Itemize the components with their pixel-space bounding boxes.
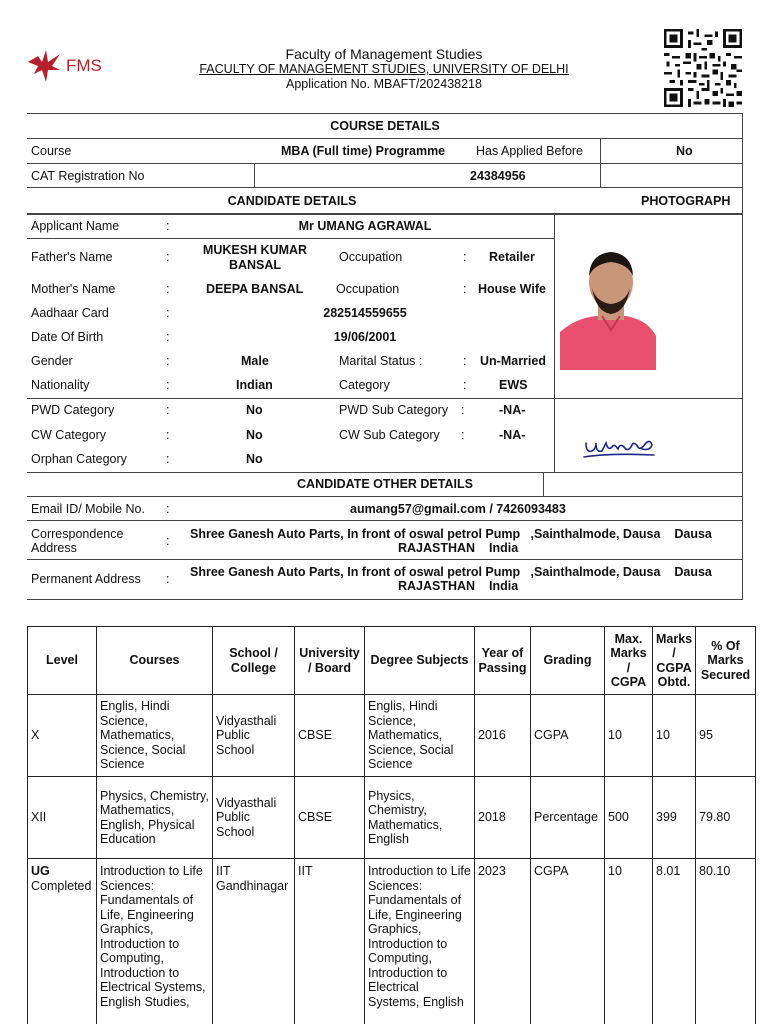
- header-board: University / Board: [295, 627, 365, 695]
- school-cell: IIT Gandhinagar: [213, 859, 295, 1024]
- colon: :: [166, 306, 170, 320]
- pwd-sub-category: -NA-: [499, 403, 526, 417]
- year-cell: 2018: [475, 777, 531, 859]
- year-cell: 2023: [475, 859, 531, 1024]
- candidate-details-heading: CANDIDATE DETAILS: [227, 194, 357, 208]
- colon: :: [166, 250, 170, 264]
- subjects-cell: Physics, Chemistry, Mathematics, English: [365, 777, 475, 859]
- pwd-category: No: [246, 403, 263, 417]
- other-details-heading: CANDIDATE OTHER DETAILS: [297, 477, 473, 491]
- logo-text: FMS: [66, 56, 102, 75]
- gender: Male: [241, 354, 269, 368]
- applied-before-label: Has Applied Before: [476, 144, 584, 158]
- permanent-address-label: Permanent Address: [31, 572, 141, 586]
- grading-cell: Percentage: [531, 777, 605, 859]
- level-cell: [28, 859, 97, 1024]
- grading-cell: CGPA: [531, 695, 605, 777]
- subjects-cell: Englis, Hindi Science, Mathematics, Science, Social Science: [365, 695, 475, 777]
- mother-occupation-label: Occupation: [336, 282, 400, 296]
- header-subjects: Degree Subjects: [365, 627, 475, 695]
- father-occupation: Retailer: [489, 250, 535, 264]
- percent-cell: 95: [696, 695, 756, 777]
- divider: [27, 472, 743, 473]
- header-marks-obtained: Marks / CGPA Obtd.: [653, 627, 696, 695]
- colon: :: [166, 502, 170, 516]
- colon: :: [461, 403, 465, 417]
- application-number: Application No. MBAFT/202438218: [286, 77, 482, 91]
- page-header: [0, 0, 768, 112]
- percent-cell: 80.10: [696, 859, 756, 1024]
- header-courses: Courses: [97, 627, 213, 695]
- marks-obtained-cell: 10: [653, 695, 696, 777]
- school-cell: Vidyasthali Public School: [213, 695, 295, 777]
- colon: :: [166, 330, 170, 344]
- colon: :: [166, 428, 170, 442]
- divider: [543, 472, 544, 496]
- colon: :: [463, 378, 467, 392]
- header-grading: Grading: [531, 627, 605, 695]
- dob-label: Date Of Birth: [31, 330, 104, 344]
- aadhaar-number: 282514559655: [323, 306, 407, 320]
- orphan-category-label: Orphan Category: [31, 452, 127, 466]
- mother-name-label: Mother's Name: [31, 282, 116, 296]
- father-occupation-label: Occupation: [339, 250, 403, 264]
- course-details-heading: COURSE DETAILS: [330, 119, 440, 133]
- cw-category: No: [246, 428, 263, 442]
- orphan-category: No: [246, 452, 263, 466]
- correspondence-address-line1: Shree Ganesh Auto Parts, In front of oswal petrol Pump ,Sainthalmode, Dausa Dausa: [190, 527, 712, 541]
- cw-sub-category-label: CW Sub Category: [339, 428, 440, 442]
- table-row: [28, 859, 756, 1024]
- date-of-birth: 19/06/2001: [333, 330, 397, 344]
- qr-code-icon: [664, 29, 742, 107]
- divider: [27, 496, 743, 497]
- photograph-heading: PHOTOGRAPH: [641, 194, 731, 208]
- email-mobile: aumang57@gmail.com / 7426093483: [350, 502, 566, 516]
- board-cell: CBSE: [295, 777, 365, 859]
- university-name: FACULTY OF MANAGEMENT STUDIES, UNIVERSITY OF DELHI: [199, 62, 569, 76]
- colon: :: [463, 250, 467, 264]
- category: EWS: [499, 378, 528, 392]
- marital-status-label: Marital Status :: [339, 354, 423, 368]
- candidate-details-heading-row: [27, 188, 743, 214]
- applicant-name: Mr UMANG AGRAWAL: [298, 219, 432, 233]
- divider: [27, 398, 743, 399]
- divider: [27, 214, 743, 215]
- applicant-name-label: Applicant Name: [31, 219, 120, 233]
- header-max-marks: Max. Marks / CGPA: [605, 627, 653, 695]
- header-school: School / College: [213, 627, 295, 695]
- nationality-label: Nationality: [31, 378, 90, 392]
- header-percent: % Of Marks Secured: [696, 627, 756, 695]
- header-year: Year of Passing: [475, 627, 531, 695]
- permanent-address-line1: Shree Ganesh Auto Parts, In front of oswal petrol Pump ,Sainthalmode, Dausa Dausa: [190, 565, 712, 579]
- max-marks-cell: 10: [605, 859, 653, 1024]
- nationality: Indian: [236, 378, 273, 392]
- marks-obtained-cell: 8.01: [653, 859, 696, 1024]
- table-row: [28, 777, 756, 859]
- max-marks-cell: 500: [605, 777, 653, 859]
- colon: :: [166, 452, 170, 466]
- divider: [27, 520, 743, 521]
- candidate-photograph: [556, 236, 666, 370]
- max-marks-cell: 10: [605, 695, 653, 777]
- divider: [27, 238, 554, 239]
- permanent-address-line2: RAJASTHAN India: [398, 579, 519, 593]
- course-row: [27, 139, 743, 164]
- applied-before-value: No: [676, 144, 693, 158]
- colon: :: [166, 534, 170, 548]
- subjects-cell: Introduction to Life Sciences: Fundamentals of Life, Engineering Graphics, Introduction to Computing, Introduction to Electrical Systems, English: [365, 859, 475, 1024]
- school-cell: Vidyasthali Public School: [213, 777, 295, 859]
- colon: :: [166, 219, 170, 233]
- form-bottom-border: [27, 599, 743, 600]
- board-cell: IIT: [295, 859, 365, 1024]
- grading-cell: CGPA: [531, 859, 605, 1024]
- colon: :: [166, 282, 170, 296]
- colon: :: [166, 572, 170, 586]
- correspondence-address-label: Correspondence Address: [31, 527, 124, 555]
- year-cell: 2016: [475, 695, 531, 777]
- aadhaar-label: Aadhaar Card: [31, 306, 109, 320]
- colon: :: [463, 282, 467, 296]
- correspondence-address-line2: RAJASTHAN India: [398, 541, 519, 555]
- header-level: Level: [28, 627, 97, 695]
- father-name: MUKESH KUMAR BANSAL: [202, 243, 308, 272]
- pwd-sub-category-label: PWD Sub Category: [339, 403, 449, 417]
- colon: :: [166, 403, 170, 417]
- course-label: Course: [31, 144, 72, 158]
- colon: :: [461, 428, 465, 442]
- marks-obtained-cell: 399: [653, 777, 696, 859]
- level-status: Completed: [31, 878, 92, 893]
- education-table: [27, 626, 756, 1024]
- marital-status: Un-Married: [480, 354, 546, 368]
- colon: :: [166, 378, 170, 392]
- education-header-row: [28, 627, 756, 695]
- divider: [27, 559, 743, 560]
- level-cell: X: [28, 695, 97, 777]
- table-row: [28, 695, 756, 777]
- cat-label: CAT Registration No: [31, 169, 145, 183]
- cw-category-label: CW Category: [31, 428, 107, 442]
- cat-value: 24384956: [470, 169, 526, 183]
- level-cell: XII: [28, 777, 97, 859]
- colon: :: [463, 354, 467, 368]
- courses-cell: Physics, Chemistry, Mathematics, English, Physical Education: [97, 777, 213, 859]
- level-text: UG: [31, 864, 50, 878]
- board-cell: CBSE: [295, 695, 365, 777]
- mother-name: DEEPA BANSAL: [206, 282, 304, 296]
- courses-cell: Englis, Hindi Science, Mathematics, Science, Social Science: [97, 695, 213, 777]
- course-details-heading-row: [27, 113, 743, 139]
- course-value: MBA (Full time) Programme: [281, 144, 446, 158]
- candidate-signature: [580, 433, 660, 463]
- divider: [554, 214, 555, 472]
- cat-row: [27, 164, 743, 188]
- cw-sub-category: -NA-: [499, 428, 526, 442]
- mother-occupation: House Wife: [478, 282, 546, 296]
- email-mobile-label: Email ID/ Mobile No.: [31, 502, 145, 516]
- page-title: Faculty of Management Studies: [285, 46, 483, 62]
- pwd-category-label: PWD Category: [31, 403, 115, 417]
- category-label: Category: [339, 378, 390, 392]
- courses-cell: Introduction to Life Sciences: Fundamentals of Life, Engineering Graphics, Introduction to Computing, Introduction to Electrical Systems, English Studies,: [97, 859, 213, 1024]
- father-name-label: Father's Name: [31, 250, 113, 264]
- gender-label: Gender: [31, 354, 73, 368]
- percent-cell: 79.80: [696, 777, 756, 859]
- colon: :: [166, 354, 170, 368]
